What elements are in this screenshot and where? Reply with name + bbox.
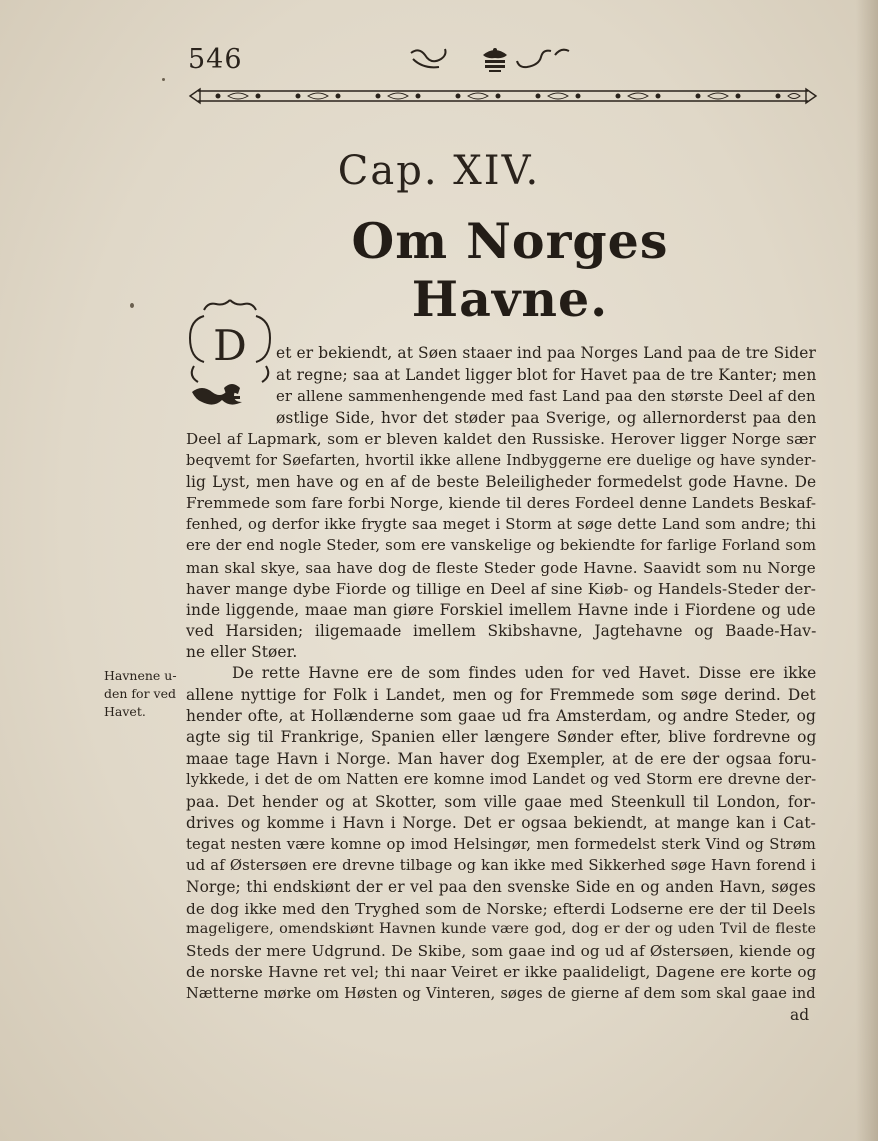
text-line: et er bekiendt, at Søen staaer ind paa Norges Land paa de tre Sider [276, 344, 816, 362]
text-line: maae tage Havn i Norge. Man haver dog Exempler, at de ere der ogsaa foru- [186, 750, 817, 768]
margin-note-line: Havnene u- [104, 668, 177, 683]
text-line: ne eller Støer. [186, 643, 298, 661]
text-line: drives og komme i Havn i Norge. Det er ogsaa bekiendt, at mange kan i Cat- [186, 814, 816, 832]
text-line: lykkede, i det de om Natten ere komne imod Landet og ved Storm ere drevne der- [186, 771, 817, 788]
text-line: beqvemt for Søefarten, hvortil ikke allene Indbyggerne ere duelige og have synder- [186, 452, 817, 469]
text-line: hender ofte, at Hollænderne som gaae ud fra Amsterdam, og andre Steder, og [186, 707, 816, 725]
text-line: man skal skye, saa have dog de fleste Steder gode Havne. Saavidt som nu Norge [186, 559, 816, 577]
text-line: de norske Havne ret vel; thi naar Veiret er ikke paalideligt, Dagene ere korte og [186, 963, 817, 981]
page-number: 546 [188, 44, 243, 75]
header-ornament-icon [405, 45, 585, 75]
text-line: tegat nesten være komne op imod Helsingør, men formedelst sterk Vind og Strøm [186, 836, 816, 853]
text-line: Steds der mere Udgrund. De Skibe, som gaae ind og ud af Østersøen, kiende og [186, 942, 816, 960]
text-line: er allene sammenhengende med fast Land paa den største Deel af den [276, 388, 816, 405]
text-line: mageligere, omendskiønt Havnen kunde være god, dog er der og uden Tvil de fleste [186, 921, 817, 937]
text-line: Fremmede som fare forbi Norge, kiende til deres Fordeel denne Landets Beskaf- [186, 494, 817, 512]
decorated-initial [184, 296, 276, 414]
text-line: Norge; thi endskiønt der er vel paa den svenske Side en og anden Havn, søges [186, 878, 816, 896]
text-line: De rette Havne ere de som findes uden for ved Havet. Disse ere ikke [232, 664, 817, 682]
ink-speck [162, 78, 165, 81]
text-line: fenhed, og derfor ikke frygte saa meget i Storm at søge dette Land som andre; thi [186, 516, 816, 533]
text-line: østlige Side, hvor det støder paa Sverige, og allernorderst paa den [276, 409, 817, 427]
ornamental-rule-icon [188, 84, 818, 108]
text-line: ved Harsiden; iligemaade imellem Skibshavne, Jagtehavne og Baade-Hav- [186, 622, 817, 640]
text-line: allene nyttige for Folk i Landet, men og for Fremmede som søge derind. Det [186, 686, 816, 704]
chapter-roman: XIV. [453, 148, 541, 194]
text-line: at regne; saa at Landet ligger blot for Havet paa de tre Kanter; men [276, 366, 817, 384]
text-line: Deel af Lapmark, som er bleven kaldet den Russiske. Herover ligger Norge sær [186, 430, 816, 448]
text-line: paa. Det hender og at Skotter, som ville gaae med Steenkull til London, for- [186, 793, 816, 811]
text-line: ud af Østersøen ere drevne tilbage og kan ikke med Sikkerhed søge Havn forend i [186, 857, 816, 874]
text-line: agte sig til Frankrige, Spanien eller længere Sønder efter, blive fordrevne og [186, 728, 817, 746]
chapter-cap: Cap. [337, 148, 439, 194]
ink-speck [130, 303, 134, 308]
margin-note-line: Havet. [104, 704, 146, 719]
text-line: haver mange dybe Fiorde og tillige en Deel af sine Kiøb- og Handels-Steder der- [186, 580, 816, 598]
text-line: inde liggende, maae man giøre Forskiel imellem Havne inde i Fiordene og ude [186, 601, 816, 619]
text-line: ere der end nogle Steder, som ere vanskelige og bekiendte for farlige Forland som [186, 537, 817, 554]
catchword: ad [790, 1006, 810, 1024]
initial-letter: D [213, 321, 247, 370]
text-line: Nætterne mørke om Høsten og Vinteren, søges de gierne af dem som skal gaae ind [186, 985, 816, 1002]
text-line: lig Lyst, men have og en af de beste Beleiligheder formedelst gode Havne. De [186, 473, 817, 491]
chapter-title: Om Norges Havne. [351, 212, 669, 328]
chapter-heading [0, 148, 878, 194]
text-line: de dog ikke med den Tryghed som de Norske; efterdi Lodserne ere der til Deels [186, 900, 816, 918]
margin-note-line: den for ved [104, 686, 176, 701]
